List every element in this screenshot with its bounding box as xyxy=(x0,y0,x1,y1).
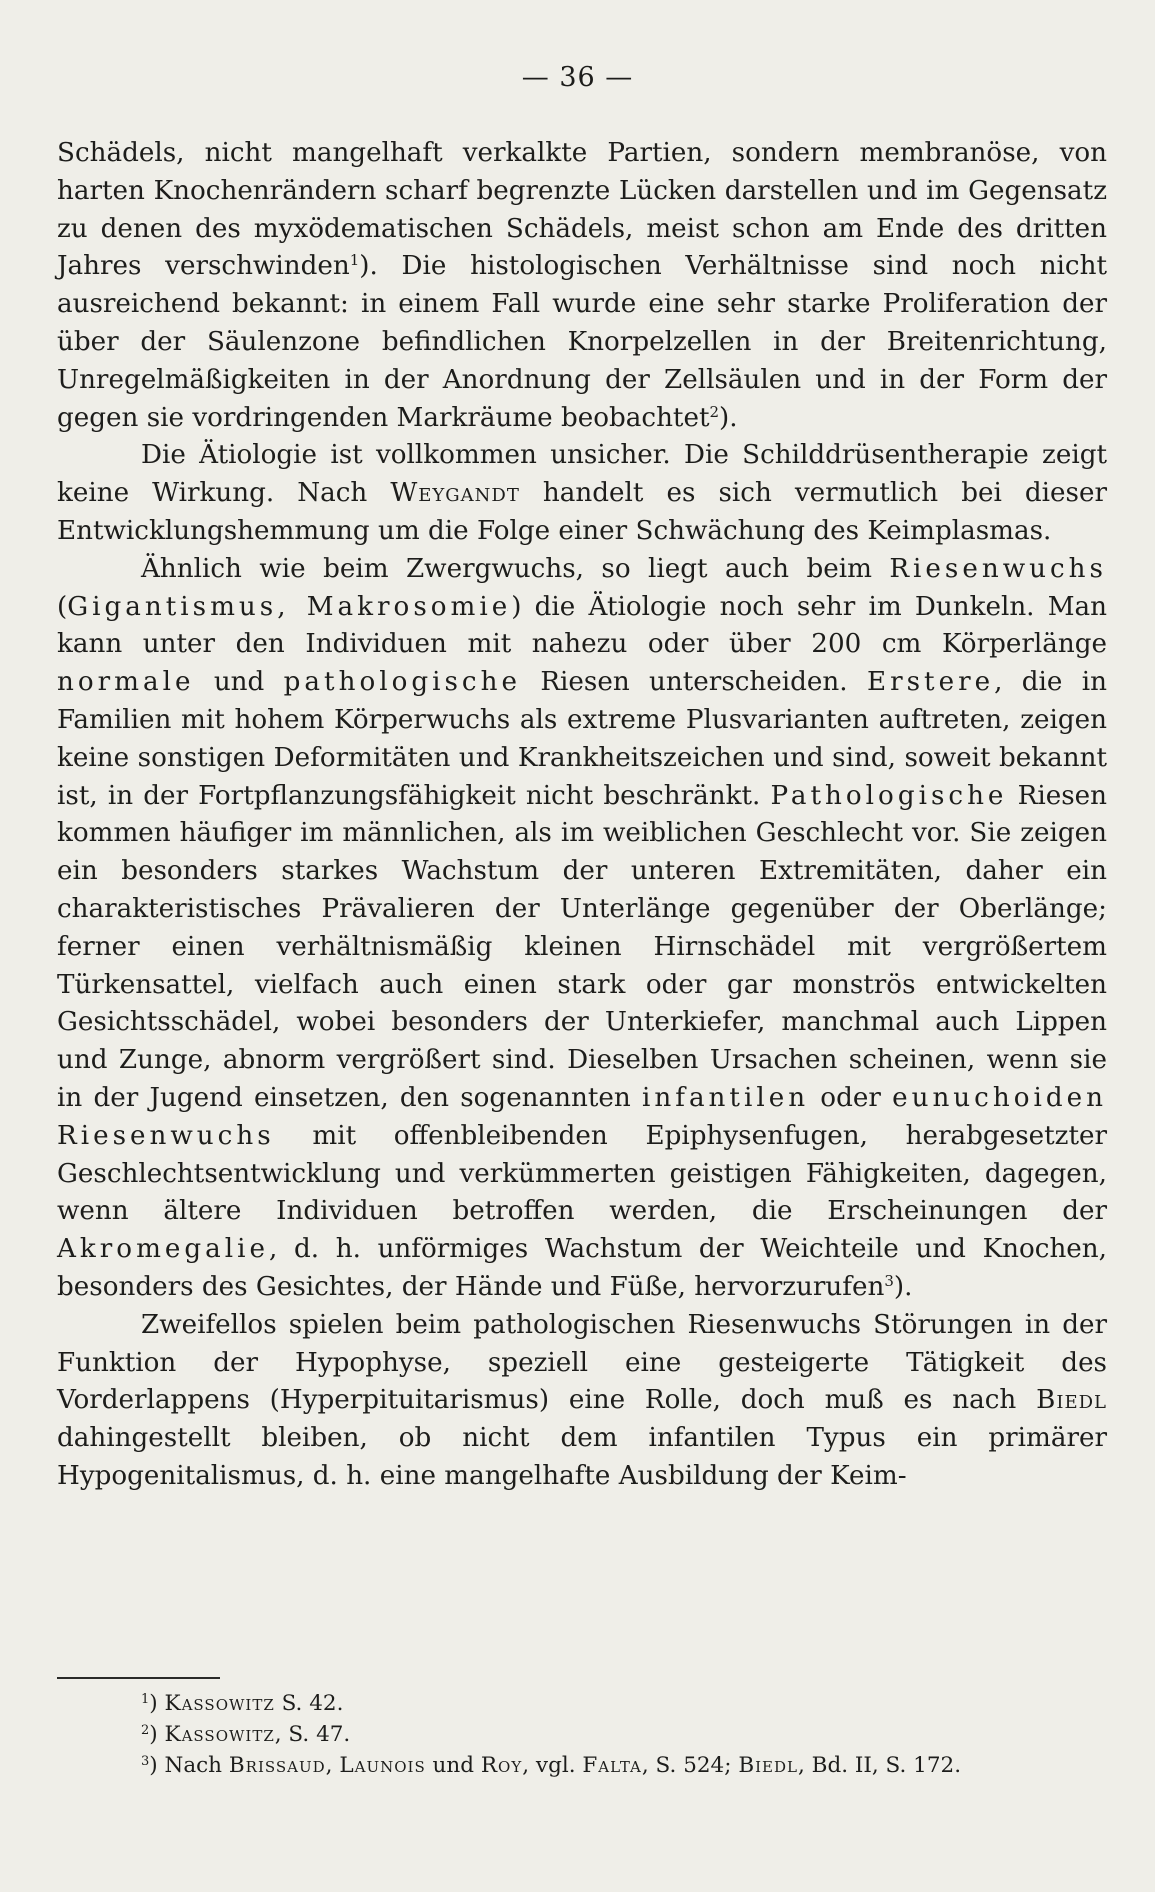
paragraph-text: ). xyxy=(719,402,738,433)
footnote xyxy=(57,1719,1107,1750)
paragraph-spaced-term: eunuchoiden xyxy=(892,1082,1107,1113)
page-number: — 36 — xyxy=(521,62,634,93)
paragraph-footnote-marker: 2 xyxy=(709,402,720,421)
footnote-text: S. 42. xyxy=(274,1691,344,1716)
body-text xyxy=(57,135,1107,1496)
footnote-text: , S. 524; xyxy=(641,1753,739,1778)
footnote-text: , xyxy=(325,1753,340,1778)
footnote-author-name: Launois xyxy=(339,1753,426,1778)
footnote-text: und xyxy=(425,1753,481,1778)
paragraph-spaced-term: Akromegalie xyxy=(57,1234,270,1265)
paragraph-author-name: Biedl xyxy=(1036,1385,1107,1416)
footnote-author-name: Brissaud xyxy=(228,1753,326,1778)
paragraph-text: Die Ätiologie ist vollkommen unsicher. Die Schilddrüsentherapie zeigt keine Wirkung. Nach xyxy=(57,440,1107,509)
paragraph-text: ). xyxy=(893,1271,913,1302)
footnote-footnote-marker: 2 xyxy=(141,1723,150,1738)
paragraph-footnote-marker: 1 xyxy=(349,251,360,270)
footnote-footnote-marker: 3 xyxy=(141,1754,150,1769)
paragraph-text: mit offenbleibenden Epiphysenfugen, herabgesetzter Geschlechtsentwicklung und verkümmerten geistigen Fähigkeiten, dagegen, wenn ältere Individuen betroffen werden, die Erscheinungen der xyxy=(57,1120,1107,1227)
paragraph-spaced-term: Gigantismus, Makrosomie xyxy=(67,591,512,622)
footnote xyxy=(57,1750,1107,1781)
paragraph-spaced-term: Riesenwuchs xyxy=(57,1120,275,1151)
paragraph-spaced-term: Erstere xyxy=(866,667,995,698)
paragraph-text: , d. h. unförmiges Wachstum der Weichteile und Knochen, besonders des Gesichtes, der Hände und Füße, hervorzurufen xyxy=(57,1234,1107,1302)
paragraph-author-name: Weygandt xyxy=(390,478,520,509)
paragraph-text: Zweifellos spielen beim pathologischen Riesenwuchs Störungen in der Funktion der Hypophyse, speziell eine gesteigerte Tätigkeit des Vorderlappens (Hyperpituitarismus) eine Rolle, doch muß es nach xyxy=(57,1309,1107,1416)
footnote-author-name: Biedl xyxy=(738,1753,798,1778)
paragraph-text: Riesen unterscheiden. xyxy=(520,667,867,698)
paragraph xyxy=(57,551,1107,1307)
footnote-text: , Bd. II, S. 172. xyxy=(797,1753,962,1778)
paragraph-spaced-term: normale xyxy=(57,667,195,698)
footnote-text: ) xyxy=(149,1722,165,1747)
footnote-footnote-marker: 1 xyxy=(141,1692,150,1707)
footnote-text: , S. 47. xyxy=(274,1722,351,1747)
paragraph-text: dahingestellt bleiben, ob nicht dem infantilen Typus ein primärer Hypogenitalismus, d. h. eine mangelhafte Ausbildung der Keim- xyxy=(57,1423,1107,1491)
paragraph xyxy=(57,1307,1107,1496)
paragraph-text: oder xyxy=(809,1082,893,1113)
paragraph-text: Schädels, nicht mangelhaft verkalkte Partien, sondern membranöse, von harten Knochenrändern scharf begrenzte Lücken darstellen und im Gegensatz zu denen des myxödematischen Schädels, meist schon am Ende des dritten Jahres verschwinden xyxy=(57,138,1107,282)
footnotes xyxy=(57,1688,1107,1781)
paragraph-text: ) die Ätiologie noch sehr im Dunkeln. Man kann unter den Individuen mit nahezu oder über 200 cm Körperlänge xyxy=(57,591,1107,660)
footnote-author-name: Falta xyxy=(582,1753,642,1778)
paragraph-text: und xyxy=(194,667,284,698)
paragraph-text: ). Die histologischen Verhältnisse sind noch nicht ausreichend bekannt: in einem Fall wurde eine sehr starke Proliferation der über der Säulenzone befindlichen Knorpelzellen in der Breitenrichtung, Unregelmäßigkeiten in der Anordnung der Zellsäulen und in der Form der gegen sie vordringenden Markräume beobachtet xyxy=(57,251,1107,433)
paragraph-text: ( xyxy=(57,591,68,622)
footnote-separator xyxy=(57,1677,220,1679)
paragraph-spaced-term: Riesenwuchs xyxy=(889,553,1107,584)
footnote-author-name: Roy xyxy=(480,1753,523,1778)
paragraph-text: Riesen kommen häufiger im männlichen, als im weiblichen Geschlecht vor. Sie zeigen ein besonders starkes Wachstum der unteren Extremitäten, daher ein charakteristisches Prävalieren der Unterlänge gegenüber der Oberlänge; ferner einen verhältnismäßig kleinen Hirnschädel mit vergrößertem Türkensattel, vielfach auch einen stark oder gar monströs entwickelten Gesichtsschädel, wobei besonders der Unterkiefer, manchmal auch Lippen und Zunge, abnorm vergrößert sind. Dieselben Ursachen scheinen, wenn sie in der Jugend einsetzen, den sogenannten xyxy=(57,780,1107,1113)
paragraph-text: Ähnlich wie beim Zwergwuchs, so liegt auch beim xyxy=(141,553,890,584)
paragraph-footnote-marker: 3 xyxy=(884,1271,894,1290)
footnote-text: , vgl. xyxy=(522,1753,583,1778)
footnote-text: ) Nach xyxy=(149,1753,229,1778)
paragraph-spaced-term: pathologische xyxy=(283,667,521,698)
paragraph-text: , die in Familien mit hohem Körperwuchs als extreme Plusvarianten auftreten, zeigen keine sonstigen Deformitäten und Krankheitszeichen und sind, soweit bekannt ist, in der Fortpflanzungsfähigkeit nicht beschränkt. xyxy=(57,667,1107,811)
paragraph-spaced-term: Pathologische xyxy=(770,780,1008,811)
paragraph-spaced-term: infantilen xyxy=(642,1082,810,1113)
paragraph-text: handelt es sich vermutlich bei dieser Entwicklungshemmung um die Folge einer Schwächung des Keimplasmas. xyxy=(57,478,1107,546)
footnote-author-name: Kassowitz xyxy=(164,1722,275,1747)
footnote-text: ) xyxy=(149,1691,165,1716)
paragraph xyxy=(57,437,1107,550)
footnote xyxy=(57,1688,1107,1719)
paragraph xyxy=(57,135,1107,437)
footnote-author-name: Kassowitz xyxy=(164,1691,275,1716)
